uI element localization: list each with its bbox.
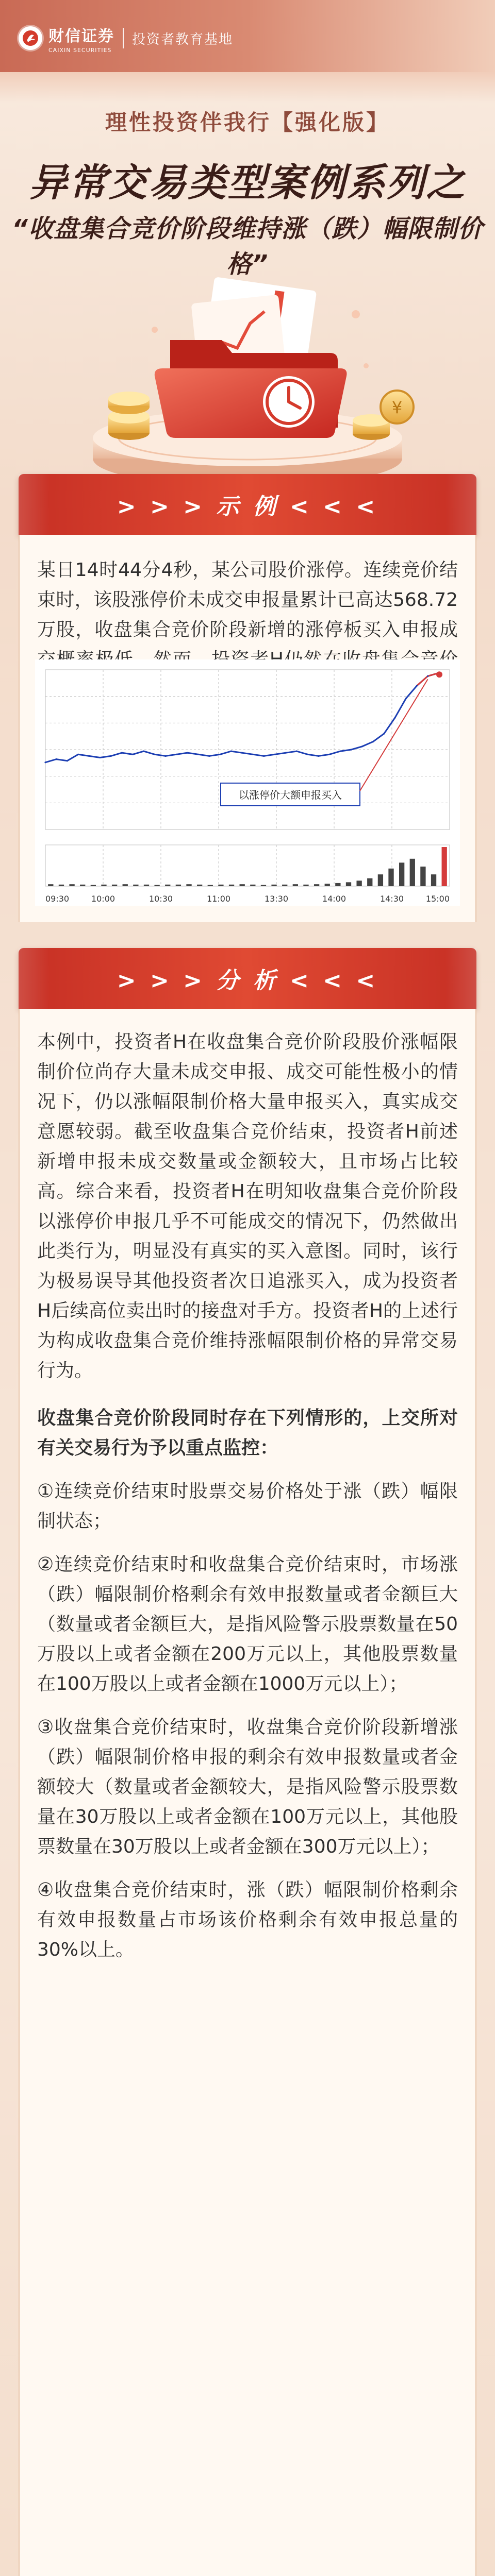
price-point xyxy=(44,761,46,763)
volume-bar xyxy=(176,885,181,886)
price-point xyxy=(143,751,144,752)
volume-bar xyxy=(101,885,106,886)
volume-bar xyxy=(431,874,436,886)
volume-bar xyxy=(261,885,266,886)
volume-bar xyxy=(197,885,202,886)
volume-bar xyxy=(399,862,404,886)
series-subtitle: 理性投资伴我行【强化版】 xyxy=(105,110,390,135)
rule-intro: 收盘集合竞价阶段同时存在下列情形的，上交所对有关交易行为予以重点监控： xyxy=(37,1408,458,1459)
x-tick-label: 11:00 xyxy=(206,894,231,904)
price-point xyxy=(99,757,101,758)
volume-bar xyxy=(229,885,234,886)
volume-bar xyxy=(420,867,425,886)
x-tick-label: 09:30 xyxy=(45,894,70,904)
price-point xyxy=(56,758,57,760)
price-point xyxy=(77,754,79,755)
volume-bar xyxy=(250,885,255,886)
volume-bar xyxy=(303,885,308,886)
price-point xyxy=(296,751,298,752)
volume-bar xyxy=(282,885,287,886)
price-point xyxy=(208,755,210,757)
analysis-card xyxy=(19,1009,476,2576)
price-point xyxy=(427,675,428,677)
price-point xyxy=(328,754,330,755)
price-point xyxy=(164,755,166,757)
volume-bar xyxy=(133,885,138,886)
title-line-2: “收盘集合竞价阶段维持涨（跌）幅限制价格” xyxy=(12,214,483,279)
price-point xyxy=(405,698,407,699)
price-point xyxy=(252,754,254,755)
volume-bar xyxy=(59,885,64,886)
example-paragraph: 某日14时44分4秒，某公司股价涨停。连续竞价结束时，该股涨停价未成交申报量累计已高达568.72万股，收盘集合竞价阶段新增的涨停板买入申报成 xyxy=(37,560,458,640)
volume-bar xyxy=(91,885,96,886)
example-section-header xyxy=(19,474,476,535)
sub-brand: 投资者教育基地 xyxy=(132,31,234,47)
price-point xyxy=(416,685,418,686)
stock-intraday-chart xyxy=(35,659,460,906)
x-tick-label: 10:00 xyxy=(91,894,116,904)
rule-item-4: ④收盘集合竞价结束时，涨（跌）幅限制价格剩余有效申报数量占市场该价格剩余有效申报总量的30%以上。 xyxy=(37,1879,458,1960)
price-point xyxy=(121,752,123,754)
price-point xyxy=(197,754,199,755)
x-tick-label: 10:30 xyxy=(148,894,173,904)
price-point xyxy=(176,754,177,755)
volume-bar xyxy=(314,884,319,886)
volume-bar xyxy=(367,878,372,886)
rule-item-1: ①连续竞价结束时股票交易价格处于涨（跌）幅限制状态； xyxy=(37,1481,458,1532)
x-tick-label: 14:00 xyxy=(322,894,346,904)
price-point xyxy=(219,754,221,755)
volume-bar xyxy=(378,874,383,886)
volume-bar xyxy=(48,884,53,886)
title-line-1: 异常交易类型案例系列之 xyxy=(29,161,466,205)
brand-divider xyxy=(123,28,124,48)
rule-item-3: ③收盘集合竞价结束时，收盘集合竞价阶段新增涨（跌）幅限制价格申报的剩余有效申报数量或者金额较大（数量或者金额较大，是指风险警示股票数量在30万股以上或者金额在100万元以上，其他股票数量在30万股以上或者金额在300万元以上）； xyxy=(37,1717,458,1857)
price-point xyxy=(274,754,275,755)
volume-bar xyxy=(325,884,330,886)
analysis-paragraph: 本例中，投资者H在收盘集合竞价阶段股价涨幅限制价位尚存大量未成交申报、成交可能性极小的情况下，仍以涨幅限制价格大量申报买入，真实成交意愿较弱。截至收盘集合竞价结束，投资者H前述新增申报未成交数量或金额较大，且市场占比较高。综合来看，投资者H在明知收盘集合竞价阶段以涨停价申报几乎不可能成交的情况下，仍然做出此类行为，明显没有真实的买入意图。同时，该行为极易误导其他投资者次日追涨买入，成为投资者H后续高位卖出时的接盘对手方。投资者H的上述行为构成收盘集合竞价维持涨幅限制价格的异常交易行为。 xyxy=(37,1031,458,1381)
volume-bar xyxy=(186,884,191,886)
price-point xyxy=(110,755,112,757)
volume-bar xyxy=(123,884,128,886)
brand-header xyxy=(19,19,233,58)
price-point xyxy=(187,752,188,754)
x-tick-label: 14:30 xyxy=(380,894,404,904)
volume-bar xyxy=(154,885,159,886)
volume-bar xyxy=(218,885,223,886)
volume-bar xyxy=(271,885,276,886)
volume-bar xyxy=(410,859,415,886)
volume-bar xyxy=(112,885,117,886)
analysis-section-header xyxy=(19,948,476,1009)
price-point xyxy=(241,752,243,754)
volume-bar xyxy=(356,880,361,886)
volume-bar xyxy=(293,884,298,886)
rule-item-2: ②连续竞价结束时和收盘集合竞价结束时，市场涨（跌）幅限制价格剩余有效申报数量或者金额巨大（数量或者金额巨大，是指风险警示股票数量在50万股以上或者金额在200万元以上，其他股票数量在100万股以上或者金额在1000万元以上）； xyxy=(37,1554,458,1694)
price-point xyxy=(372,741,374,742)
example-heading: > > > 示 例 < < < xyxy=(117,494,378,520)
price-point xyxy=(394,717,395,718)
price-point xyxy=(340,751,341,752)
price-point xyxy=(230,751,232,752)
volume-bar xyxy=(208,885,213,886)
x-tick-label: 15:00 xyxy=(425,894,450,904)
volume-bar xyxy=(442,847,447,886)
x-tick-label: 13:30 xyxy=(264,894,289,904)
price-point xyxy=(383,733,385,734)
price-point xyxy=(361,745,363,747)
brand-name-cn: 财信证券 xyxy=(48,27,114,45)
price-point xyxy=(263,755,265,757)
price-point xyxy=(351,749,352,750)
folder-illustration xyxy=(0,252,495,495)
svg-text:¥: ¥ xyxy=(391,398,403,417)
brand-name xyxy=(48,23,114,54)
price-point xyxy=(285,752,287,754)
volume-bar xyxy=(165,885,170,886)
volume-bar xyxy=(240,884,245,886)
volume-bar xyxy=(80,885,85,886)
annotation-text: 以涨停价大额申报买入 xyxy=(239,789,342,801)
volume-bar xyxy=(69,884,74,886)
price-point xyxy=(132,754,134,755)
volume-bar xyxy=(335,883,340,886)
brand-logo-icon xyxy=(19,26,42,50)
price-point xyxy=(154,754,155,755)
price-point xyxy=(67,760,68,761)
limit-up-marker xyxy=(436,671,442,677)
volume-bar xyxy=(346,882,351,886)
analysis-heading: > > > 分 析 < < < xyxy=(117,968,378,994)
volume-bar xyxy=(144,885,149,886)
volume-bar xyxy=(388,869,393,886)
brand-name-en: CAIXIN SECURITIES xyxy=(48,46,112,54)
price-point xyxy=(318,755,319,757)
price-point xyxy=(88,755,90,757)
price-point xyxy=(307,754,308,755)
